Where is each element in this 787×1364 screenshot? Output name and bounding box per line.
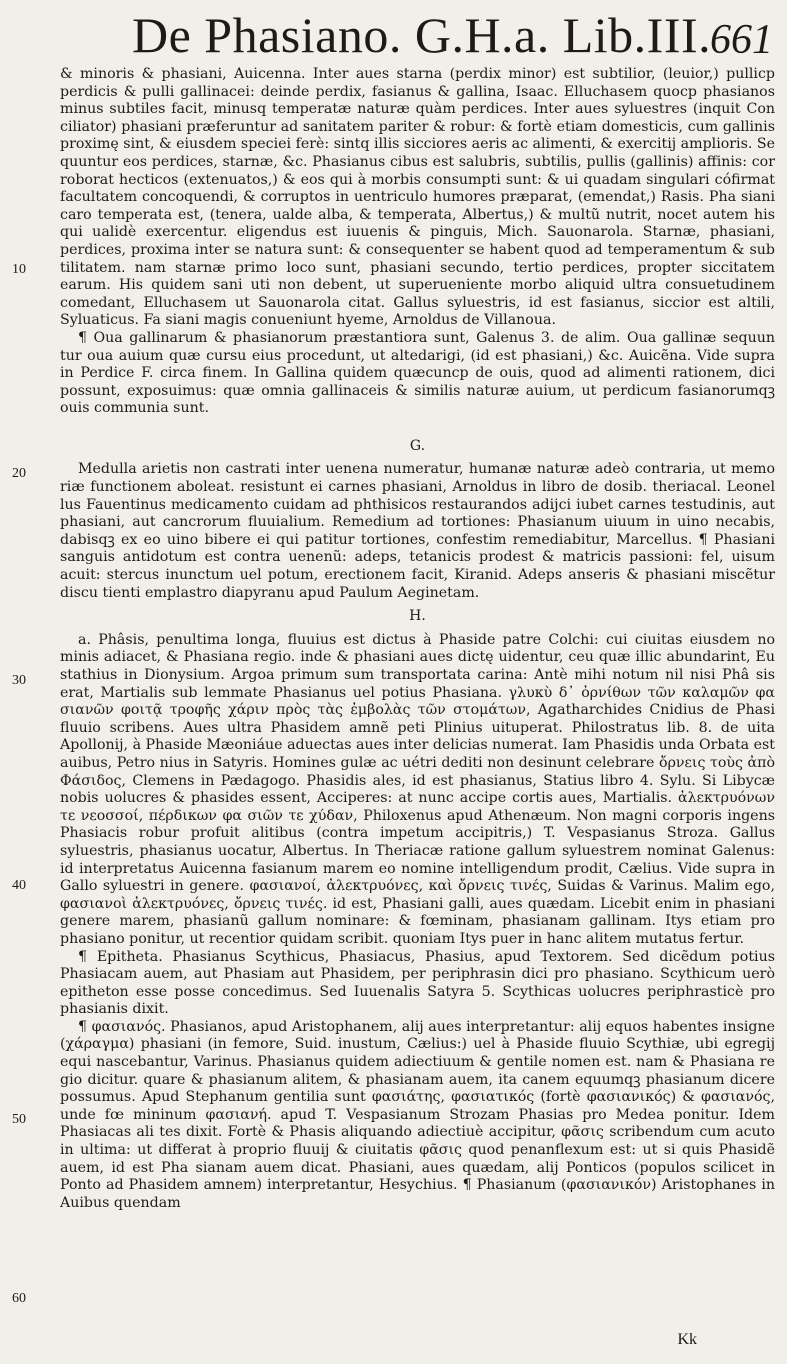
paragraph-h-a-phasis: a. Phâsis, penultima longa, fluuius est dictus à Phaside patre Colchi: cui ciuitas eiusdem no minis adiacet, & Phasiana regio. inde & phasiani aues dictę uidentur, ceu quæ illic abundarint, Eu stathius in Dionysium. Argoa primum sum transportata carina: Antè mihi notum nil nisi Phâ sis erat, Martialis sub lemmate Phasianus uel potius Phasiana. γλυκὺ δ᾽ ὀρνίθων τῶν καλαμῶν φα σιανῶν φοιτᾷ τροφῆς χάριν πρὸς τὰς ἐμβολὰς τῶν στομάτων, Agatharchides Cnidius de Phasi fluuio scribens. Aues ultra Phasidem amnẽ peti Plinius uituperat. Philostratus lib. 8. de uita Apollonij, à Phaside Mæoniáue aduectas aues inter delicias numerat. Iam Phasidis unda Orbata est auibus, Petro nius in Satyris. Homines gulæ ac uétri dediti non desinunt celebrare ὄρνεις τοὺς ἀπὸ Φάσιδος, Clemens in Pædagogo. Phasidis ales, id est phasianus, Statius libro 4. Sylu. Si Libycæ nobis uolucres & phasides essent, Acciperes: at nunc accipe cortis aues, Martialis. ἀλεκτρυόνων τε νεοσσοί, πέρδικων φα σιῶν τε χύδαν, Philoxenus apud Athenæum. Non magni corporis ingens Phasiacis robur profuit alitibus (contra impetum accipitris,) T. Vespasianus Stroza. Gallus syluestris, phasianus uocatur, Albertus. In Theriacæ ratione gallum syluestrem nominat Galenus: id interpretatus Auicenna fasianum marem eo nomine intelligendum prodit, Cælius. Vide supra in Gallo syluestri in genere. φασιανοί, ἀλεκτρυόνες, καὶ ὄρνεις τινές, Suidas & Varinus. Malim ego, φασιανοὶ ἀλεκτρυόνες, ὄρνεις τινές. id est, Phasiani galli, aues quædam. Licebit enim in phasiani genere marem, phasianũ gallum nominare: & fœminam, phasianam gallinam. Itys etiam pro phasiano ponitur, ut recentior quidam scribit. quoniam Itys puer in hanc alitem mutatus fertur. <box>60 631 775 947</box>
line-number-60: 60 <box>12 1291 26 1306</box>
line-number-30: 30 <box>12 673 26 688</box>
paragraph-epitheta: ¶ Epitheta. Phasianus Scythicus, Phasiacus, Phasius, apud Textorem. Sed dicẽdum potius Phasiacam auem, aut Phasiam aut Phasidem, per periphrasin dici pro phasiano. Scythicum uerò epitheton esse posse concedimus. Sed Iuuenalis Satyra 5. Scythicas uolucres periphrasticè pro phasianis dixit. <box>60 948 775 1018</box>
section-heading-g: G. <box>409 437 426 454</box>
signature-mark: Kk <box>677 1331 697 1348</box>
page-number: 661 <box>710 17 773 63</box>
running-title: De Phasiano. G.H.a. Lib.III. <box>132 7 712 63</box>
line-number-10: 10 <box>12 262 26 277</box>
running-header <box>110 4 773 74</box>
line-number-50: 50 <box>12 1112 26 1127</box>
section-heading-h: H. <box>409 608 426 625</box>
line-number-20: 20 <box>12 466 26 481</box>
paragraph-g-remedies: Medulla arietis non castrati inter uenena numeratur, humanæ naturæ adeò contraria, ut memo riæ functionem aboleat. resistunt ei carnes phasiani, Arnoldus in libro de dosib. theriacal. Leonel lus Fauentinus medicamento cuidam ad phthisicos restaurandos adijci iubet carnes testudinis, aut phasiani, aut cancrorum fluuialium. Remedium ad tortiones: Phasianum uiuum in uino necabis, dabisqꝫ ex eo uino bibere ei qui patitur tortiones, confestim remediabitur, Marcellus. ¶ Phasiani sanguis antidotum est contra uenenũ: adeps, tetanicis prodest & matricis passioni: fel, uisum acuit: stercus inunctum uel potum, erectionem facit, Kiranid. Adeps anseris & phasiani miscẽtur discu tienti emplastro diapyranu apud Paulum Aeginetam. <box>60 461 775 601</box>
paragraph-phasianos: ¶ φασιανός. Phasianos, apud Aristophanem, alij aues interpretantur: alij equos habentes insigne (χάραγμα) phasiani (in femore, Suid. inustum, Cælius:) uel à Phaside fluuio Scythiæ, ubi egregij equi nascebantur, Varinus. Phasianus quidem adiectiuum & gentile nomen est. nam & Phasiana re gio dicitur. quare & phasianum alitem, & phasianam auem, ita canem equumqꝫ phasianum dicere possumus. Apud Stephanum gentilia sunt φασιάτης, φασιατικός (fortè φασιανικός) & φασιανός, unde fœ mininum φασιανή. apud T. Vespasianum Strozam Phasias pro Medea ponitur. Idem Phasiacas ali tes dixit. Fortè & Phasis aliquando adiectiuè accipitur, φᾶσις scribendum cum acuto in ultima: ut differat à proprio fluuij & ciuitatis φᾶσις quod penanflexum est: ut si quis Phasidẽ auem, id est Pha sianam auem dicat. Phasiani, aues quædam, alij Ponticos (populos scilicet in Ponto ad Phasidem amnem) interpretantur, Hesychius. ¶ Phasianum (φασιανικόν) Aristophanes in Auibus quendam <box>60 1018 775 1211</box>
line-number-40: 40 <box>12 878 26 893</box>
paragraph-f-diet: & minoris & phasiani, Auicenna. Inter aues starna (perdix minor) est subtilior, (leuior,) pullicp perdicis & pulli gallinacei: deinde perdix, fasianus & gallina, Isaac. Elluchasem quocp phasianos minus subtiles facit, minusq temperatæ naturæ quàm perdices. Inter aues syluestres (inquit Con ciliator) phasiani præferuntur ad sanitatem pariter & robur: & fortè etiam domesticis, cum gallinis proximę sint, & eiusdem speciei ferè: sintq illis sicciores aeris ac alimenti, & exercitij amplioris. Se quuntur eos perdices, starnæ, &c. Phasianus cibus est salubris, subtilis, pullis (gallinis) affinis: cor roborat hecticos (extenuatos,) & eos qui à morbis consumpti sunt: & ui quadam singulari cófirmat facultatem concoquendi, & corruptos in uentriculo humores præparat, (emendat,) Rasis. Pha siani caro temperata est, (tenera, ualde alba, & temperata, Albertus,) & multũ nutrit, nocet autem his qui ualidè exercentur. eligendus est iuuenis & pinguis, Mich. Sauonarola. Starnæ, phasiani, perdices, proxima inter se natura sunt: & consequenter se habent quod ad temperamentum & sub tilitatem. nam starnæ primo loco sunt, phasiani secundo, tertio perdices, propter siccitatem earum. His quidem sani uti non debent, ut superueniente morbo aliquid ultra consuetudinem comedant, Elluchasem ut Sauonarola citat. Gallus syluestris, id est fasianus, siccior est altili, Syluaticus. Fa siani magis conueniunt hyeme, Arnoldus de Villanoua. <box>60 66 776 329</box>
page-body <box>60 66 775 1212</box>
paragraph-eggs: ¶ Oua gallinarum & phasianorum præstantiora sunt, Galenus 3. de alim. Oua gallinæ sequun tur oua auium quæ cursu eius procedunt, ut altedarigi, (id est phasiani,) &c. Auicẽna. Vide supra in Perdice F. circa finem. In Gallina quidem quæcuncp de ouis, quod ad alimenti rationem, dici possunt, exposuimus: quæ omnia gallinaceis & similis naturæ auium, ut perdicum fasianorumqꝫ ouis communia sunt. <box>60 329 775 417</box>
